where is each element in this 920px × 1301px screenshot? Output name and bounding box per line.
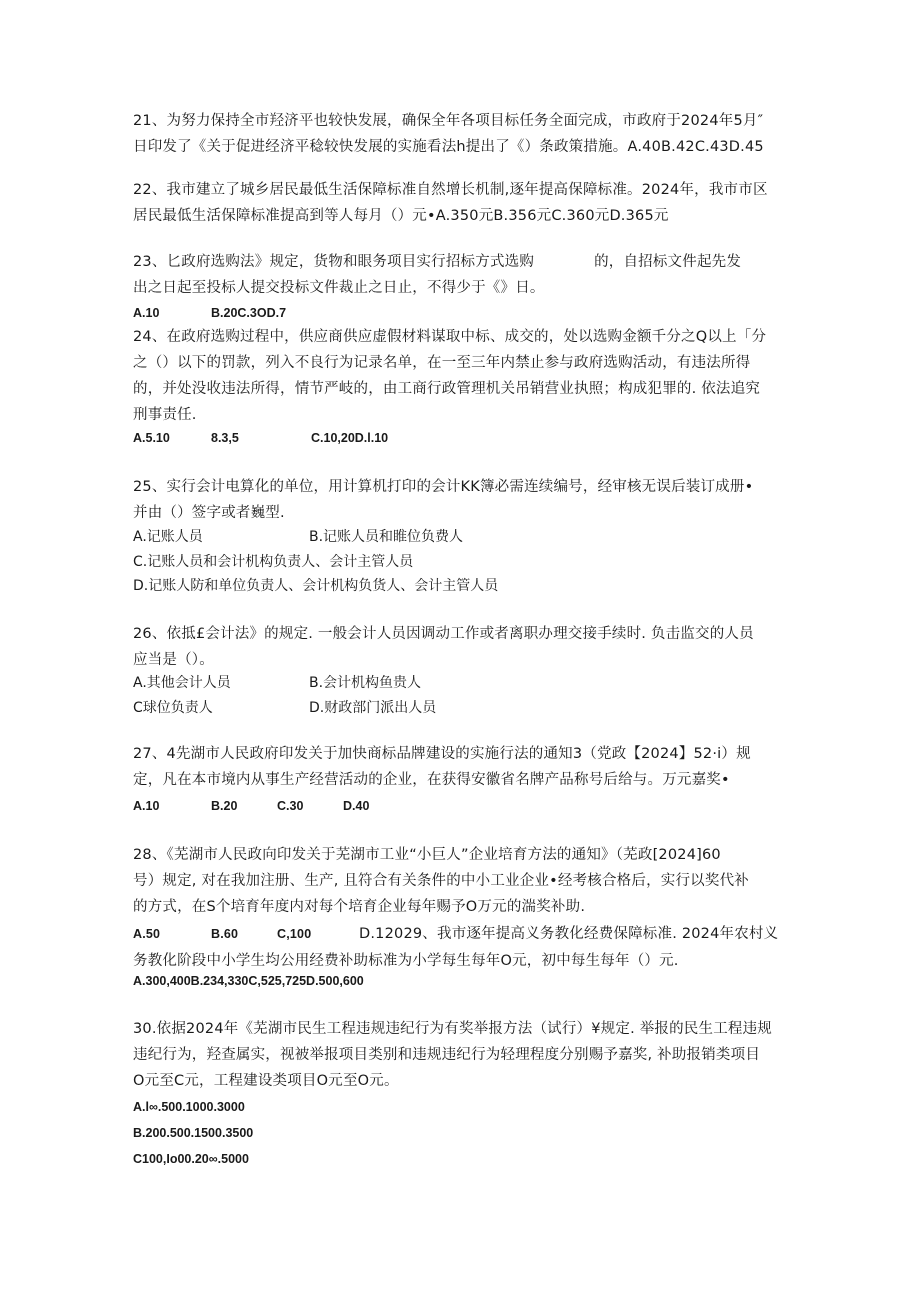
- question-22-line-1: 22、我市建立了城乡居民最低生活保障标准自然增长机制,逐年提高保障标准。2024年，我市市区: [133, 182, 768, 198]
- question-26-options: [133, 671, 793, 720]
- question-25-options: [133, 525, 793, 599]
- question-25-option-c: C.记账人员和会计机构负责人、会计主管人员: [133, 553, 414, 570]
- question-26-option-a: A.其他会计人员: [133, 675, 231, 691]
- question-30-options: [133, 1094, 793, 1172]
- question-23-option-a: A.10: [133, 306, 160, 320]
- question-23-line-1-part-b: 的，自招标文件起先发: [594, 254, 742, 270]
- question-23-option-rest: B.20C.3OD.7: [211, 306, 287, 320]
- question-23: [133, 249, 793, 301]
- question-27-options: [133, 795, 793, 817]
- question-24-line-2: 之（）以下的罚款，列入不良行为记录名单，在一至三年内禁止参与政府选购活动，有违法所得: [133, 355, 751, 371]
- question-28-line-1: 28、《芜湖市人民政向印发关于芜湖市工业“小巨人”企业培育方法的通知》（芜政[2024]60: [133, 847, 721, 863]
- question-29-options: [133, 970, 793, 992]
- question-28-option-d-and-question-29: D.12029、我市逐年提高义务教化经费保障标准. 2024年农村义: [359, 926, 779, 942]
- question-28-options-line: [133, 920, 793, 948]
- question-21-line-1: 21、为努力保持全市羟济平也较快发展，确保全年各项目标任务全面完成，市政府于2024年5月″: [133, 113, 764, 129]
- question-24-option-b: 8.3,5: [211, 431, 239, 445]
- question-25-line-2: 并由（）签字或者巍型.: [133, 505, 285, 521]
- question-21-line-2: 日印发了《关于促进经济平稔较快发展的实施看法h提出了《）条政策措施。A.40B.42C.43D.45: [133, 139, 764, 155]
- question-23-line-1: [133, 249, 793, 275]
- question-25-option-d: D.记账人防和单位负责人、会计机构负货人、会计主管人员: [133, 578, 499, 594]
- question-30-line-1: 30.依据2024年《芜湖市民生工程违规违纪行为有奖举报方法（试行）¥规定. 举报的民生工程违规: [133, 1021, 773, 1037]
- question-30-line-2: 违纪行为，羟查属实，视被举报项目类别和违规违纪行为轻理程度分别赐予嘉奖, 补助报销类项目: [133, 1047, 761, 1063]
- question-24-options: [133, 427, 793, 449]
- question-27-line-1: 27、4先湖市人民政府印发关于加快商标品牌建设的实施行法的通知3（党政【2024】52·i）规: [133, 746, 751, 762]
- question-26-line-2: 应当是（）。: [133, 652, 214, 668]
- question-28-option-b: B.60: [211, 927, 239, 941]
- question-25-options-row-1: [133, 525, 793, 550]
- question-26-options-row-2: [133, 696, 793, 721]
- question-26-option-b: B.会计机构鱼贵人: [309, 675, 422, 691]
- question-24-option-a: A.5.10: [133, 431, 170, 445]
- question-22: [133, 177, 793, 229]
- question-30-option-a: A.l∞.500.1000.3000: [133, 1100, 245, 1114]
- question-24: [133, 324, 793, 428]
- question-26: [133, 621, 793, 673]
- question-27-option-c: C.30: [277, 799, 304, 813]
- question-27-option-b: B.20: [211, 799, 238, 813]
- question-25: [133, 474, 793, 526]
- question-28-line-3: 的方式，在S个培育年度内对每个培育企业每年赐予O万元的湍奖补助.: [133, 899, 586, 915]
- question-27-line-2: 定，凡在本市境内从事生产经营活动的企业，在获得安徽省名牌产品称号后给与。万元嘉奖•: [133, 772, 730, 788]
- question-29-options-line: A.300,400B.234,330C,525,725D.500,600: [133, 974, 364, 988]
- question-24-option-rest: C.10,20D.l.10: [311, 431, 389, 445]
- question-30-line-3: O元至C元，工程建设类项目O元至O元。: [133, 1073, 399, 1089]
- question-22-line-2: 居民最低生活保障标准提高到等人每月（）元•A.350元B.356元C.360元D.365元: [133, 208, 669, 224]
- question-23-line-2: 出之日起至投标人提交投标文件裁止之日止，不得少于《》日。: [133, 280, 545, 296]
- question-30-option-c: C100,Io00.20∞.5000: [133, 1152, 249, 1166]
- question-28-line-2: 号）规定, 对在我加注册、生产, 且符合有关条件的中小工业企业•经考核合格后，实行以奖代补: [133, 873, 749, 889]
- question-28-option-c: C,100: [277, 927, 312, 941]
- question-27: [133, 741, 793, 793]
- question-25-line-1: 25、实行会计电算化的单位，用计算机打印的会计KK簿必需连续编号，经审核无误后装订成册•: [133, 479, 754, 495]
- question-27-options-line: [133, 795, 793, 817]
- question-24-line-3: 的，并处没收违法所得，情节严岐的，由工商行政管理机关吊销营业执照；构成犯罪的. 依法追究: [133, 381, 761, 397]
- question-25-option-b: B.记账人员和睢位负费人: [309, 529, 464, 545]
- question-23-options: [133, 302, 793, 324]
- question-23-line-1-part-a: 23、匕政府选购法》规定，货物和眼务项目实行招标方式选购: [133, 254, 535, 270]
- question-28-option-a: A.50: [133, 927, 161, 941]
- question-26-option-c: C球位负责人: [133, 699, 213, 716]
- question-28: [133, 842, 793, 974]
- question-27-option-a: A.10: [133, 799, 160, 813]
- question-23-options-line: [133, 302, 793, 324]
- question-27-option-d: D.40: [343, 799, 370, 813]
- question-24-line-1: 24、在政府选购过程中，供应商供应虚假材料谋取中标、成交的，处以选购金额千分之Q以上「分: [133, 329, 767, 345]
- question-24-options-line: [133, 427, 793, 449]
- question-21: [133, 108, 793, 160]
- question-29-line-2: 务教化阶段中小学生均公用经费补助标准为小学每生每年O元，初中每生每年（）元.: [133, 953, 679, 969]
- question-25-option-a: A.记账人员: [133, 529, 203, 545]
- question-24-line-4: 刑事责任.: [133, 407, 197, 423]
- question-30-option-b: B.200.500.1500.3500: [133, 1126, 254, 1140]
- question-26-options-row-1: [133, 671, 793, 696]
- question-26-option-d: D.财政部门派出人员: [309, 699, 437, 716]
- question-26-line-1: 26、依抵£会计法》的规定. 一般会计人员因调动工作或者离职办理交接手续时. 负击监交的人员: [133, 626, 754, 642]
- question-30: [133, 1016, 793, 1094]
